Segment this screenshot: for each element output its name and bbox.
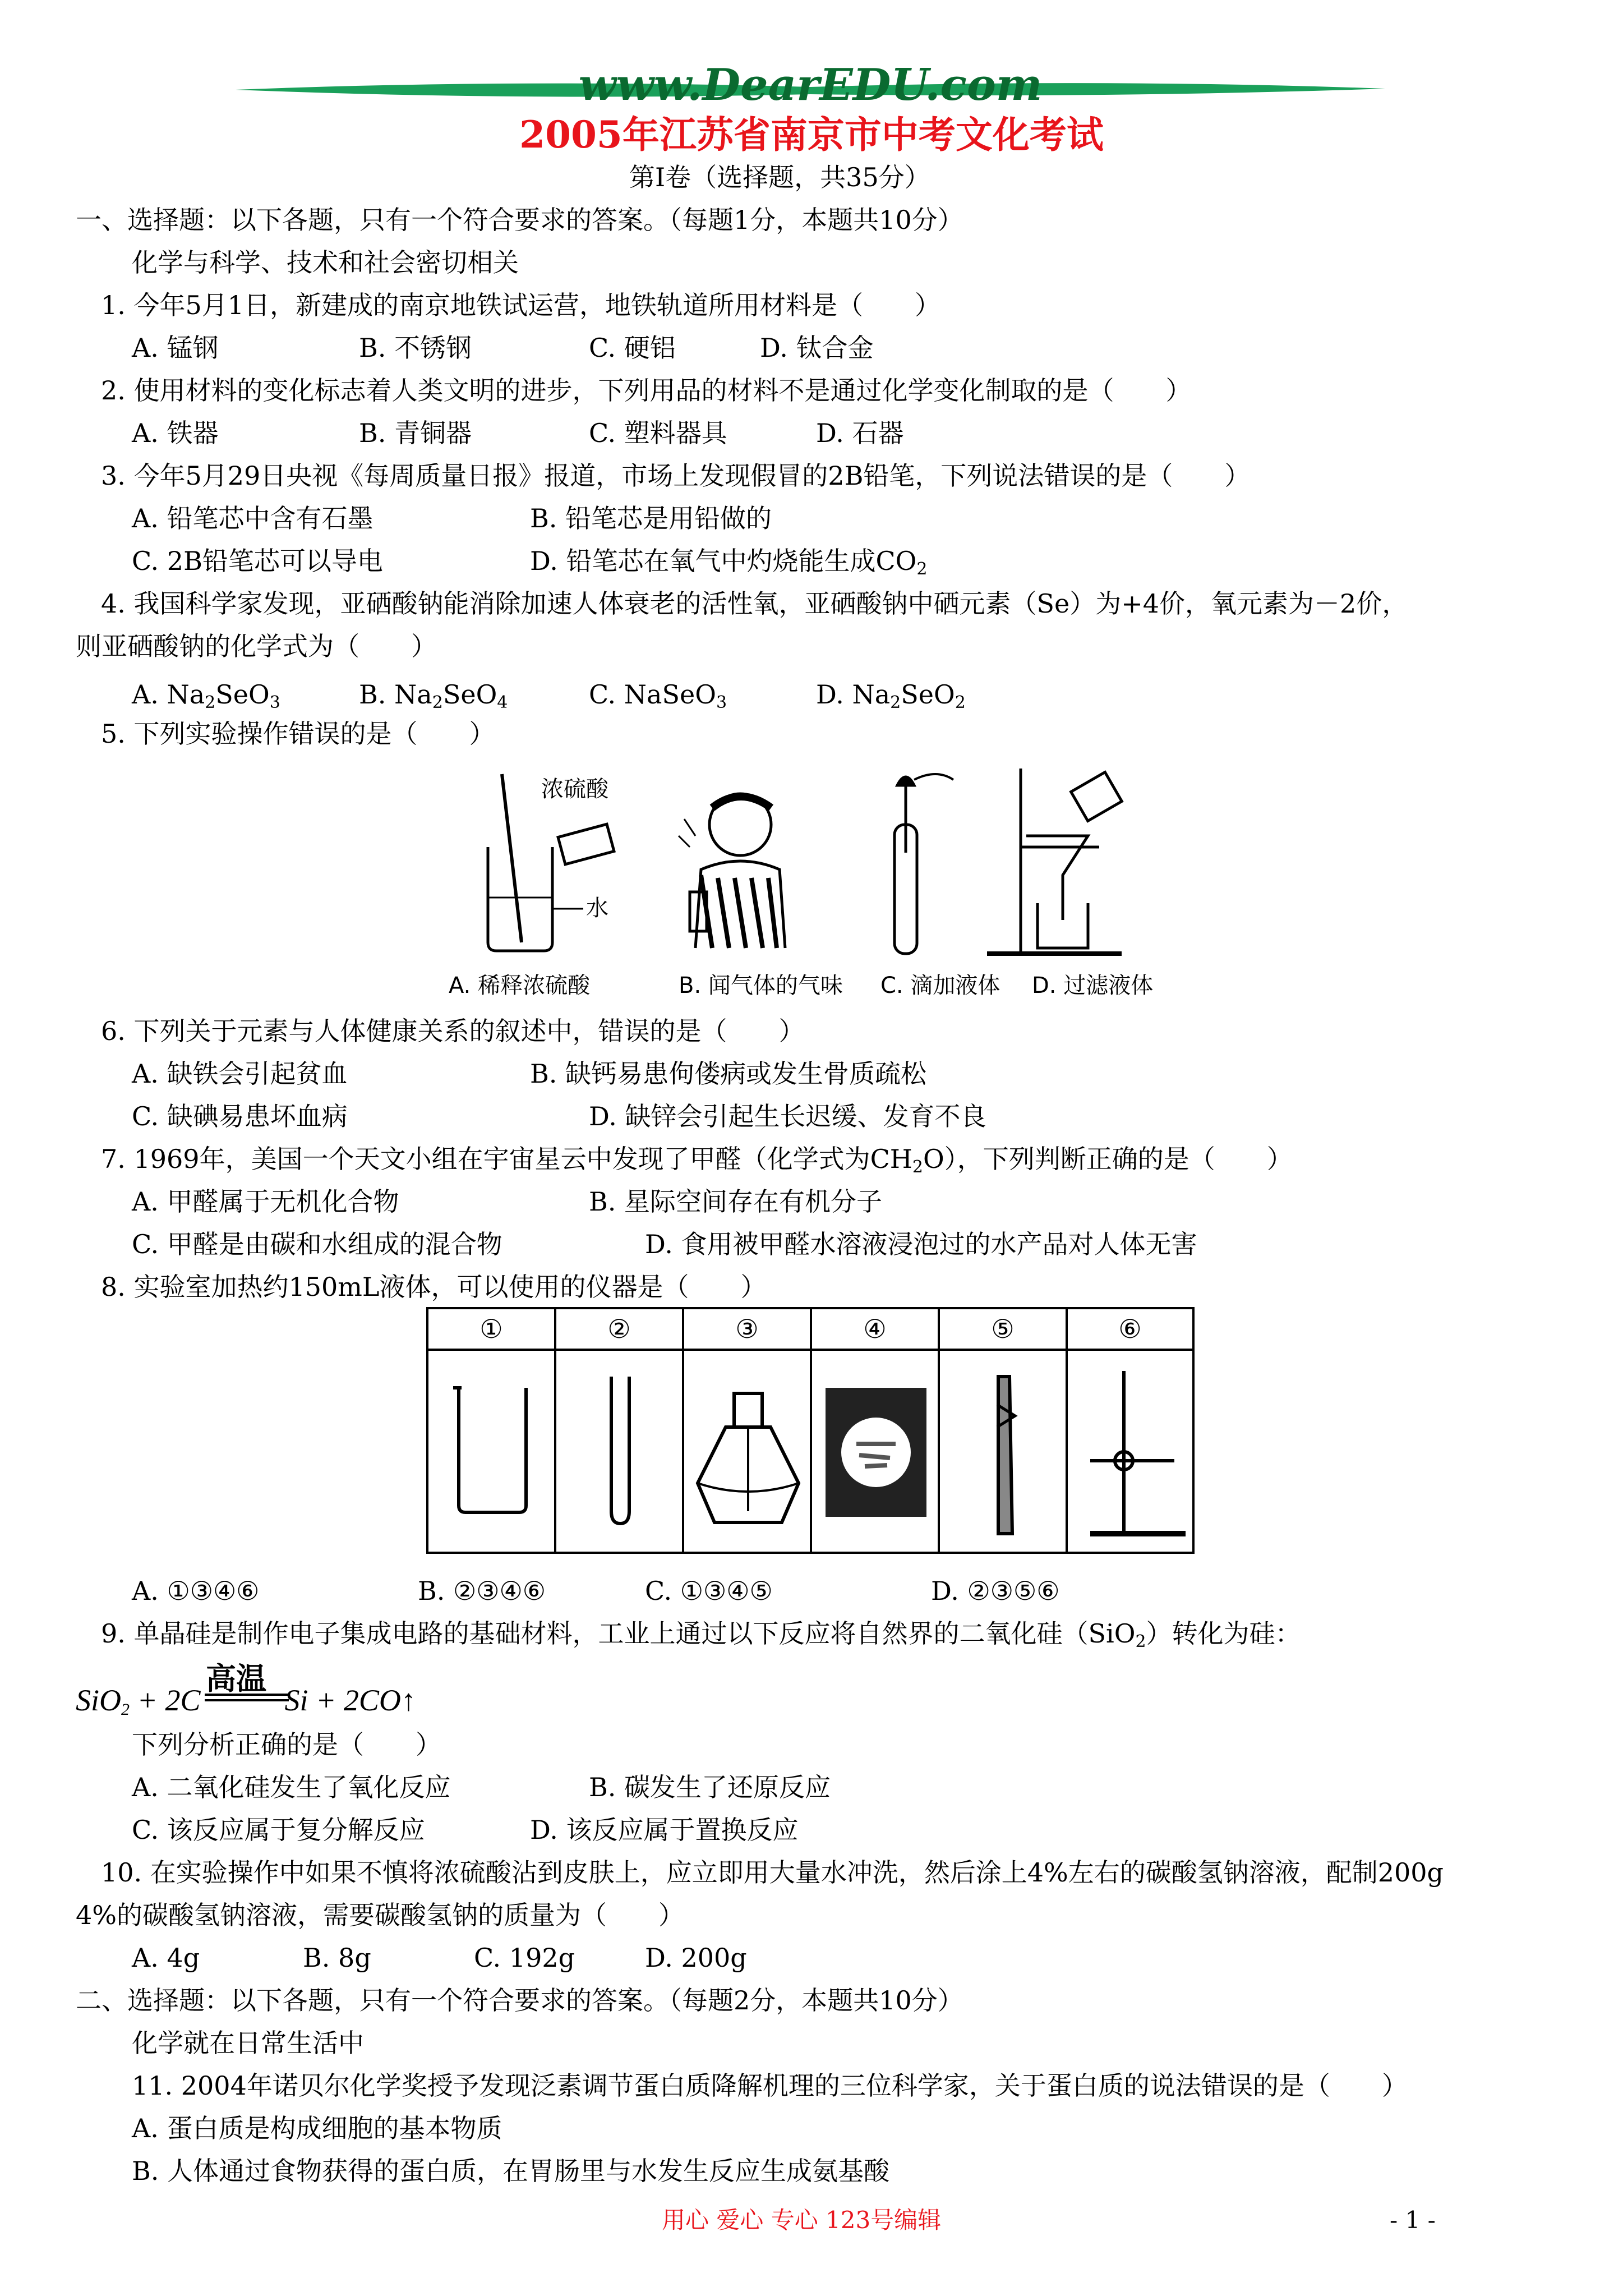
q6-option-a: A. 缺铁会引起贫血: [132, 1059, 348, 1089]
q9-option-a: A. 二氧化硅发生了氧化反应: [132, 1772, 451, 1802]
q4-option-a: A. $Na_2SeO_3$: [132, 679, 280, 712]
q10-stem-line2: 4%的碳酸氢钠溶液，需要碳酸氢钠的质量为（ ）: [76, 1900, 684, 1930]
table-header-6: ⑥: [1068, 1309, 1192, 1351]
q1-option-a: A. 锰钢: [132, 333, 219, 363]
table-header-4: ④: [812, 1309, 938, 1351]
q4-option-d: D. $Na_2SeO_2$: [816, 679, 966, 712]
q8-option-b: B. ②③④⑥: [418, 1576, 546, 1606]
test-tube-holder-icon: [981, 1371, 1026, 1539]
q1-option-c: C. 硬铝: [589, 333, 676, 363]
fig-caption-b: B. 闻气体的气味: [679, 973, 843, 999]
table-header-5: ⑤: [940, 1309, 1066, 1351]
q9-prompt: 下列分析正确的是（ ）: [132, 1729, 441, 1760]
q11-option-b: B. 人体通过食物获得的蛋白质，在胃肠里与水发生反应生成氨基酸: [132, 2156, 890, 2186]
q4-option-c: C. NaSeO$_3$: [589, 679, 727, 712]
table-header-3: ③: [684, 1309, 810, 1351]
table-cell-6: [1068, 1309, 1192, 1552]
logo-text: www.DearEDU.com: [578, 59, 1043, 111]
table-cell-4: [812, 1309, 940, 1552]
q3-option-d: D. 铅笔芯在氧气中灼烧能生成$CO_2$: [530, 546, 928, 579]
q7-option-b: B. 星际空间存在有机分子: [589, 1186, 883, 1217]
test-tube-icon: [603, 1371, 637, 1528]
boy-smelling-icon: [679, 794, 785, 948]
page-number: - 1 -: [1390, 2206, 1436, 2234]
fig-caption-c: C. 滴加液体: [880, 973, 1000, 999]
q9-option-d: D. 该反应属于置换反应: [530, 1815, 799, 1845]
q1-option-b: B. 不锈钢: [359, 333, 472, 363]
q4-stem-line1: 4. 我国科学家发现，亚硒酸钠能消除加速人体衰老的活性氧，亚硒酸钠中硒元素（Se）为+4价，氧元素为－2价，: [101, 588, 1408, 619]
q11-option-a: A. 蛋白质是构成细胞的基本物质: [132, 2113, 502, 2143]
page-title: 2005年江苏省南京市中考文化考试: [519, 113, 1104, 157]
q2-option-b: B. 青铜器: [359, 418, 472, 448]
q8-option-c: C. ①③④⑤: [645, 1576, 773, 1606]
equals-sign-icon: [205, 1693, 289, 1702]
q6-stem: 6. 下列关于元素与人体健康关系的叙述中，错误的是（ ）: [101, 1016, 805, 1046]
table-header-2: ②: [556, 1309, 682, 1351]
q4-stem-line2: 则亚硒酸钠的化学式为（ ）: [76, 631, 437, 661]
q6-option-c: C. 缺碘易患坏血病: [132, 1101, 348, 1131]
iron-stand-icon: [1079, 1365, 1191, 1545]
section1-topic: 化学与科学、技术和社会密切相关: [132, 247, 519, 278]
q2-option-d: D. 石器: [816, 418, 904, 448]
q11-stem: 11. 2004年诺贝尔化学奖授予发现泛素调节蛋白质降解机理的三位科学家，关于蛋白质的说法错误的是（ ）: [132, 2070, 1408, 2101]
q6-option-d: D. 缺锌会引起生长迟缓、发育不良: [589, 1101, 986, 1131]
q9-stem: 9. 单晶硅是制作电子集成电路的基础材料，工业上通过以下反应将自然界的二氧化硅（SiO$_2$）转化为硅：: [101, 1618, 1301, 1651]
q10-option-d: D. 200g: [645, 1943, 747, 1973]
q10-option-c: C. 192g: [474, 1943, 575, 1973]
q2-option-a: A. 铁器: [132, 418, 219, 448]
section2-topic: 化学就在日常生活中: [132, 2028, 364, 2058]
table-header-1: ①: [428, 1309, 554, 1351]
asbestos-gauze-icon: [826, 1388, 926, 1517]
q5-stem: 5. 下列实验操作错误的是（ ）: [101, 719, 495, 749]
alcohol-lamp-icon: [692, 1382, 804, 1539]
q9-equation: SiO$_2$ + 2C Si + 2CO↑ 高温: [76, 1660, 524, 1722]
q7-option-d: D. 食用被甲醛水溶液浸泡过的水产品对人体无害: [645, 1229, 1197, 1259]
dropper-test-tube-icon: [895, 774, 953, 954]
volume-label: 第Ⅰ卷（选择题，共35分）: [629, 162, 930, 192]
q9-option-b: B. 碳发生了还原反应: [589, 1772, 831, 1802]
q2-stem: 2. 使用材料的变化标志着人类文明的进步，下列用品的材料不是通过化学变化制取的是（ ）: [101, 375, 1192, 406]
q6-option-b: B. 缺钙易患佝偻病或发生骨质疏松: [530, 1059, 927, 1089]
q10-option-a: A. 4g: [132, 1943, 200, 1973]
fig-caption-a: A. 稀释浓硫酸: [449, 973, 591, 999]
q5-figure: [449, 763, 1234, 999]
q10-option-b: B. 8g: [303, 1943, 371, 1973]
fig-label-acid: 浓硫酸: [541, 776, 608, 802]
filtration-stand-icon: [987, 769, 1122, 954]
q2-option-c: C. 塑料器具: [589, 418, 727, 448]
q1-stem: 1. 今年5月1日，新建成的南京地铁试运营，地铁轨道所用材料是（ ）: [101, 290, 941, 320]
q8-option-d: D. ②③⑤⑥: [931, 1576, 1060, 1606]
q10-stem-line1: 10. 在实验操作中如果不慎将浓硫酸沾到皮肤上，应立即用大量水冲洗，然后涂上4%左右的碳酸氢钠溶液，配制200g: [101, 1857, 1444, 1888]
fig-label-water: 水: [586, 895, 608, 921]
section1-heading: 一、选择题：以下各题，只有一个符合要求的答案。（每题1分，本题共10分）: [76, 205, 963, 235]
q7-stem: 7. 1969年，美国一个天文小组在宇宙星云中发现了甲醛（化学式为$CH_2O$），下列判断正确的是（ ）: [101, 1144, 1293, 1177]
q3-option-c: C. 2B铅笔芯可以导电: [132, 546, 383, 576]
q7-option-c: C. 甲醛是由碳和水组成的混合物: [132, 1229, 502, 1259]
table-cell-1: [428, 1309, 556, 1552]
fig-caption-d: D. 过滤液体: [1032, 973, 1154, 999]
q9-option-c: C. 该反应属于复分解反应: [132, 1815, 425, 1845]
q4-option-b: B. $Na_2SeO_4$: [359, 679, 508, 712]
section2-heading: 二、选择题：以下各题，只有一个符合要求的答案。（每题2分，本题共10分）: [76, 1985, 963, 2016]
table-cell-2: [556, 1309, 684, 1552]
table-cell-3: [684, 1309, 812, 1552]
q3-option-a: A. 铅笔芯中含有石墨: [132, 503, 374, 533]
table-cell-5: [940, 1309, 1068, 1552]
q3-option-b: B. 铅笔芯是用铅做的: [530, 503, 772, 533]
q1-option-d: D. 钛合金: [760, 333, 874, 363]
q8-stem: 8. 实验室加热约150mL液体，可以使用的仪器是（ ）: [101, 1272, 767, 1302]
q3-stem: 3. 今年5月29日央视《每周质量日报》报道，市场上发现假冒的2B铅笔，下列说法错误的是（ ）: [101, 461, 1251, 491]
q7-option-a: A. 甲醛属于无机化合物: [132, 1186, 399, 1217]
beaker-icon: [448, 1382, 537, 1517]
q9-equation-condition: 高温: [206, 1660, 266, 1696]
footer-editor: 用心 爱心 专心 123号编辑: [662, 2206, 942, 2234]
q8-option-a: A. ①③④⑥: [132, 1576, 260, 1606]
q8-apparatus-table: [426, 1307, 1195, 1554]
